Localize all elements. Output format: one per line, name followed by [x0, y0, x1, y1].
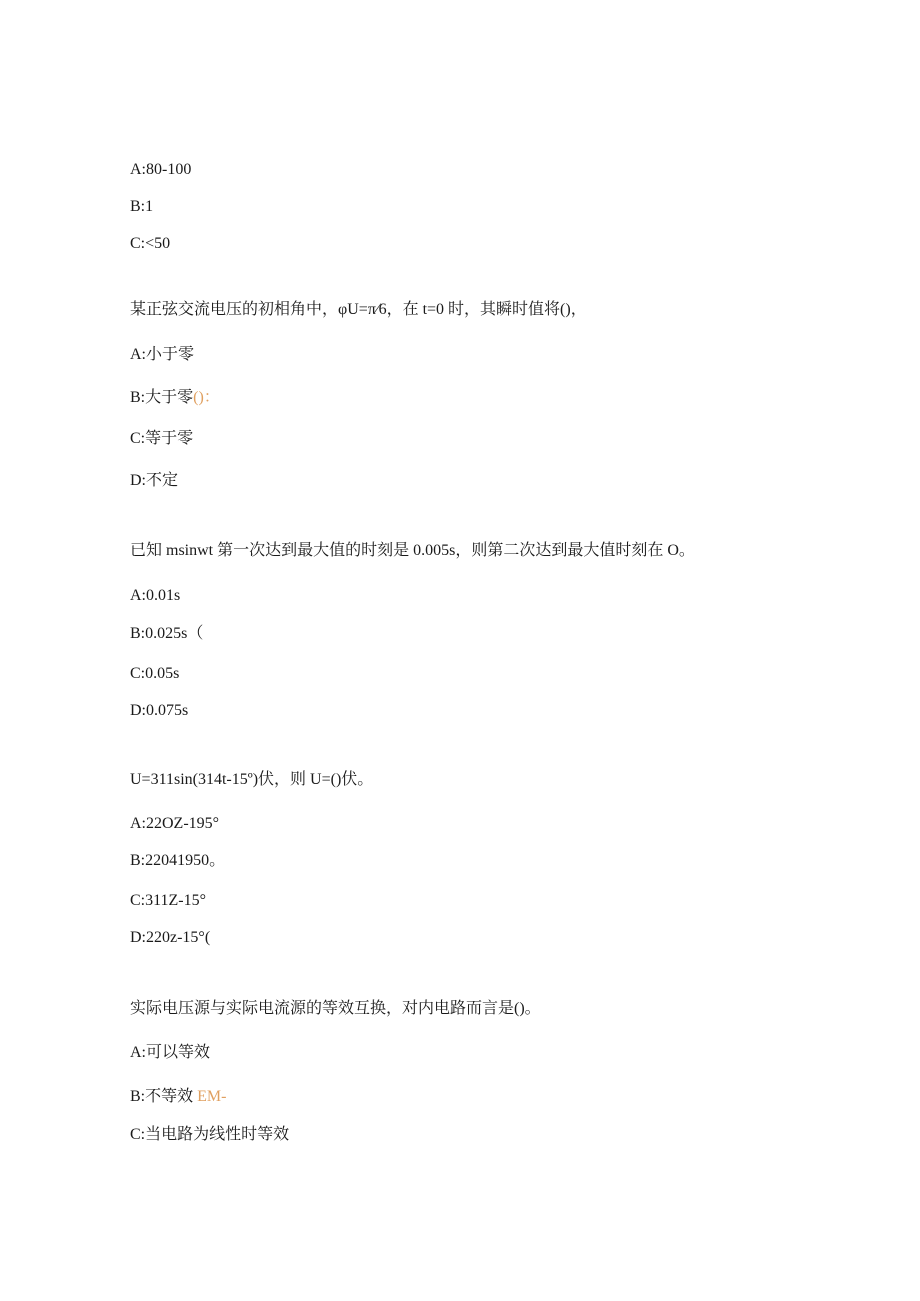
- option-a: A:可以等效: [130, 1044, 211, 1061]
- option-d: D:不定: [130, 472, 179, 489]
- option-b-label: B:不等效: [130, 1088, 194, 1105]
- option-d: D:220z-15°(: [130, 929, 211, 946]
- question-text: U=311sin(314t-15º)伏，则 U=()伏。: [130, 771, 374, 788]
- option-b: [130, 1087, 226, 1107]
- option-c: C:等于零: [130, 430, 194, 447]
- question-text: 已知 msinwt 第一次达到最大值的时刻是 0.005s，则第二次达到最大值时刻在 O。: [130, 542, 695, 559]
- option-b: [130, 388, 220, 408]
- question-text: 实际电压源与实际电流源的等效互换，对内电路而言是()。: [130, 1000, 541, 1017]
- option-a: A:80-100: [130, 161, 192, 178]
- option-b: B:1: [130, 198, 154, 215]
- question-text: 某正弦交流电压的初相角中，φU=π⁄6，在 t=0 时，其瞬时值将()，: [130, 301, 587, 318]
- option-a: A:小于零: [130, 346, 195, 363]
- option-b: B:22041950。: [130, 852, 226, 869]
- option-a: A:0.01s: [130, 587, 181, 604]
- option-b-label: B:大于零: [130, 389, 194, 406]
- option-c: C:当电路为线性时等效: [130, 1126, 290, 1143]
- option-b-suffix: ()：: [193, 389, 220, 406]
- option-c: C:311Z-15°: [130, 892, 207, 909]
- option-c: C:<50: [130, 235, 171, 252]
- option-a: A:22OZ-195°: [130, 815, 220, 832]
- option-b: B:0.025s（: [130, 625, 204, 642]
- option-c: C:0.05s: [130, 665, 180, 682]
- option-d: D:0.075s: [130, 702, 189, 719]
- option-b-suffix: EM-: [197, 1088, 227, 1105]
